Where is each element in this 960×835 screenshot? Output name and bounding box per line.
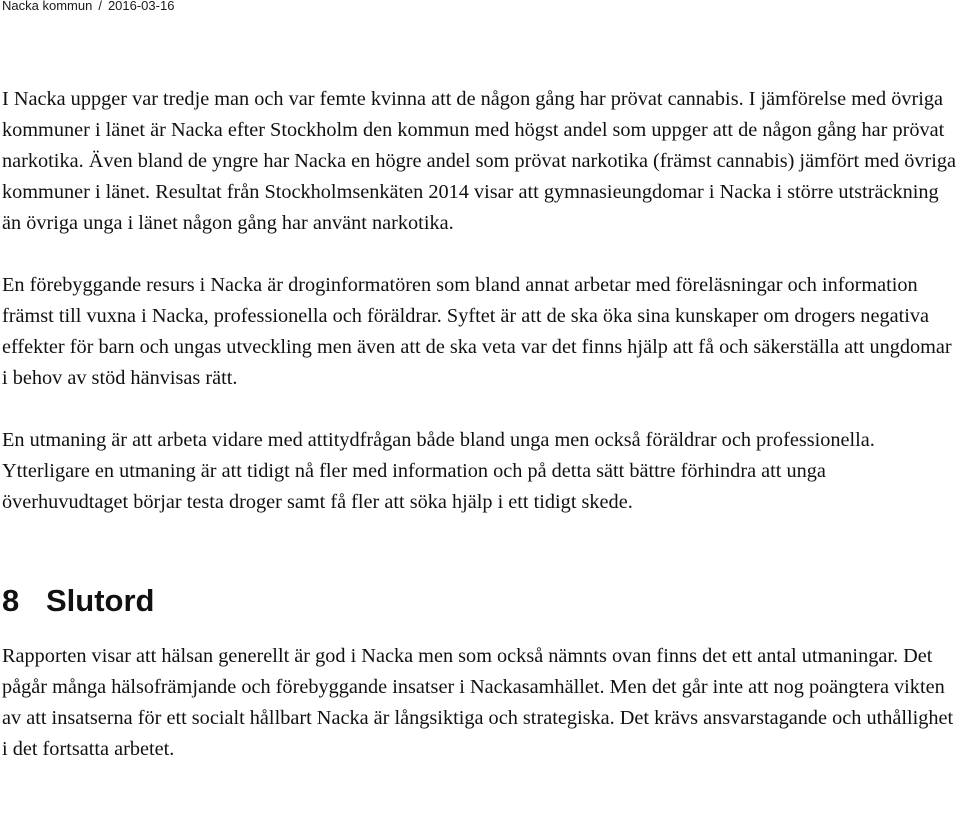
section-number: 8 — [2, 583, 20, 618]
paragraph-slutord: Rapporten visar att hälsan generellt är god i Nacka men som också nämnts ovan finns det ett antal utmaningar. Det pågår många hälsofrämjande och förebyggande insatser i Nackasamhället. Men det går inte att nog poängtera vikten av att insatserna för ett socialt hållbart Nacka är långsiktiga och strategiska. Det krävs ansvarstagande och uthållighet i det fortsatta arbetet. — [2, 645, 954, 760]
document-body — [2, 84, 956, 765]
paragraph-droginformator: En förebyggande resurs i Nacka är droginformatören som bland annat arbetar med föreläsningar och information främst till vuxna i Nacka, professionella och föräldrar. Syftet är att de ska öka sina kunskaper om drogers negativa effekter för barn och ungas utveckling men även att de ska veta var det finns hjälp att få och säkerställa att ungdomar i behov av stöd hänvisas rätt. — [2, 274, 952, 389]
paragraph-cannabis: I Nacka uppger var tredje man och var femte kvinna att de någon gång har prövat cannabis. I jämförelse med övriga kommuner i länet är Nacka efter Stockholm den kommun med högst andel som uppger att de någon gång har prövat narkotika. Även bland de yngre har Nacka en högre andel som prövat narkotika (främst cannabis) jämfört med övriga kommuner i länet. Resultat från Stockholmsenkäten 2014 visar att gymnasieungdomar i Nacka i större utsträckning än övriga unga i länet någon gång har använt narkotika. — [2, 88, 957, 234]
section-heading — [2, 581, 956, 621]
header-separator: / — [98, 0, 102, 13]
section-title: Slutord — [46, 583, 155, 618]
paragraph-utmaning-attityd: En utmaning är att arbeta vidare med attitydfrågan både bland unga men också föräldrar och professionella. — [2, 429, 875, 451]
page-header — [2, 0, 174, 14]
header-date: 2016-03-16 — [107, 0, 175, 13]
header-source: Nacka kommun — [2, 0, 93, 13]
paragraph-utmaning-tidigt: Ytterligare en utmaning är att tidigt nå fler med information och på detta sätt bättre förhindra att unga överhuvudtaget börjar testa droger samt få fler att söka hjälp i ett tidigt skede. — [2, 460, 826, 513]
